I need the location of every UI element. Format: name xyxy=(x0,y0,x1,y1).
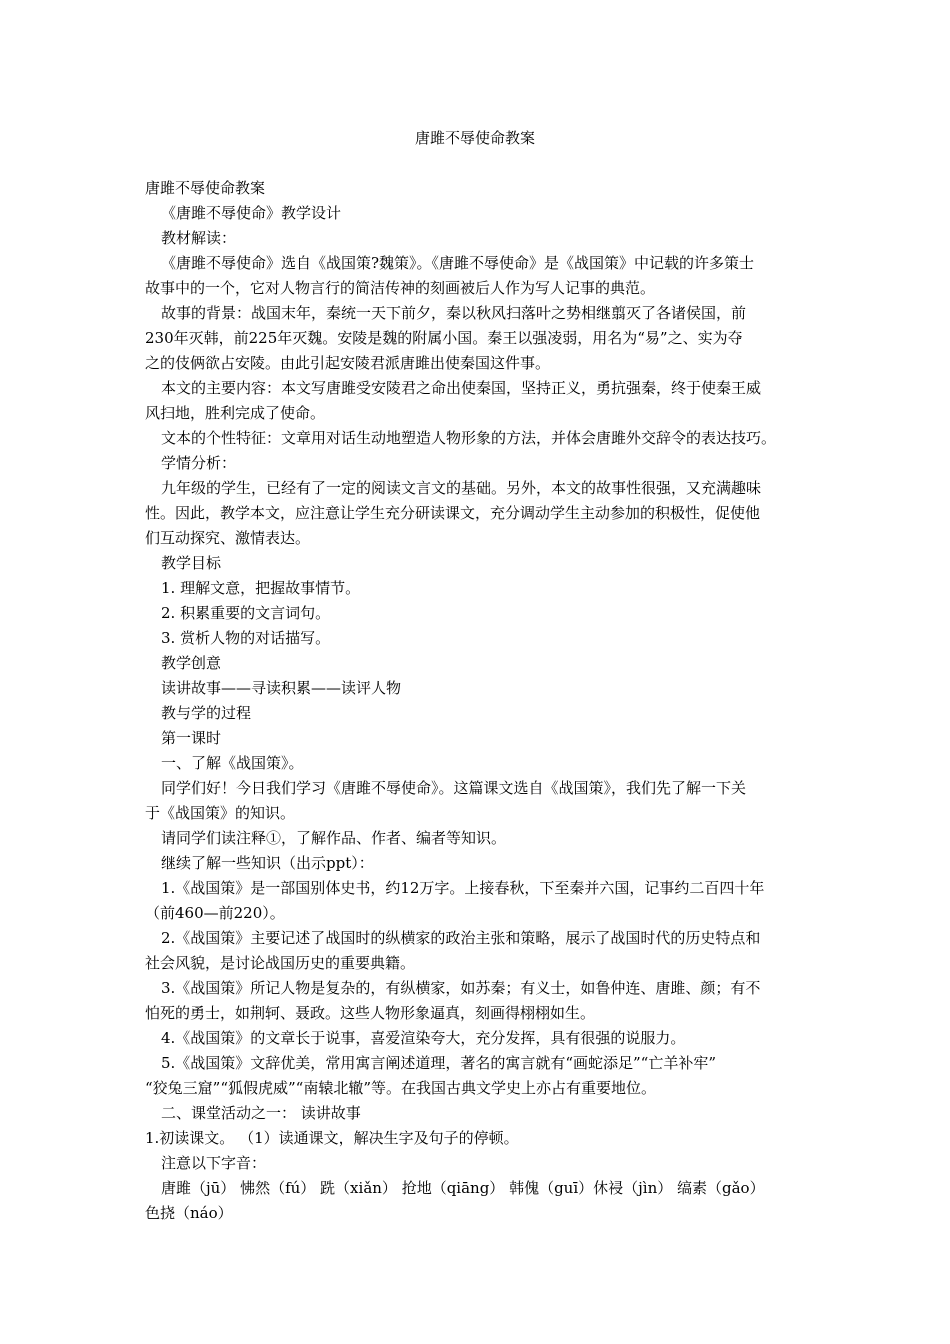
document-body xyxy=(145,176,810,1226)
text-line: 读讲故事——寻读积累——读评人物 xyxy=(161,679,402,697)
text-line: 《唐雎不辱使命》教学设计 xyxy=(161,204,342,222)
text-line: 教学目标 xyxy=(161,554,222,572)
text-line: 们互动探究、激情表达。 xyxy=(145,529,311,547)
text-line: 本文的主要内容：本文写唐雎受安陵君之命出使秦国，坚持正义，勇抗强秦，终于使秦王威 xyxy=(161,379,762,397)
text-line: 5.《战国策》文辞优美，常用寓言阐述道理，著名的寓言就有“画蛇添足”“亡羊补牢” xyxy=(161,1054,716,1072)
text-line: 230年灭韩，前225年灭魏。安陵是魏的附属小国。秦王以强凌弱，用名为“易”之、实为夺 xyxy=(145,329,743,347)
text-line: 4.《战国策》的文章长于说事，喜爱渲染夸大，充分发挥，具有很强的说服力。 xyxy=(161,1029,686,1047)
text-line: 唐雎不辱使命教案 xyxy=(145,179,266,197)
text-line: 故事的背景：战国末年，秦统一天下前夕，秦以秋风扫落叶之势相继翦灭了各诸侯国，前 xyxy=(161,304,747,322)
text-line: 2.《战国策》主要记述了战国时的纵横家的政治主张和策略，展示了战国时代的历史特点和 xyxy=(161,929,761,947)
text-line: 教与学的过程 xyxy=(161,704,252,722)
text-line: 怕死的勇士，如荆轲、聂政。这些人物形象逼真，刻画得栩栩如生。 xyxy=(145,1004,596,1022)
text-line: 第一课时 xyxy=(161,729,222,747)
text-line: 注意以下字音： xyxy=(161,1154,267,1172)
text-line: 一、了解《战国策》。 xyxy=(161,754,304,772)
text-line: 3.《战国策》所记人物是复杂的，有纵横家，如苏秦；有义士，如鲁仲连、唐雎、颜；有不 xyxy=(161,979,761,997)
text-line: 二、课堂活动之一： 读讲故事 xyxy=(161,1104,361,1122)
text-line: 2. 积累重要的文言词句。 xyxy=(161,604,331,622)
text-line: 故事中的一个，它对人物言行的简洁传神的刻画被后人作为写人记事的典范。 xyxy=(145,279,656,297)
text-line: 教学创意 xyxy=(161,654,222,672)
text-line: 色挠（náo） xyxy=(145,1204,233,1222)
page-title: 唐雎不辱使命教案 xyxy=(414,129,535,147)
text-line: 1. 理解文意，把握故事情节。 xyxy=(161,579,361,597)
text-line: 性。因此，教学本文，应注意让学生充分研读课文，充分调动学生主动参加的积极性，促使他 xyxy=(145,504,761,522)
text-line: 教材解读： xyxy=(161,229,237,247)
text-line: 九年级的学生，已经有了一定的阅读文言文的基础。另外，本文的故事性很强，又充满趣味 xyxy=(161,479,762,497)
text-line: 于《战国策》的知识。 xyxy=(145,804,296,822)
text-line: （前460—前220）。 xyxy=(145,904,285,922)
text-line: 1.《战国策》是一部国别体史书，约12万字。上接春秋，下至秦并六国，记事约二百四十年 xyxy=(161,879,765,897)
text-line: 之的伎俩欲占安陵。由此引起安陵君派唐雎出使秦国这件事。 xyxy=(145,354,551,372)
text-line: 学情分析： xyxy=(161,454,237,472)
text-line: “狡兔三窟”“狐假虎威”“南辕北辙”等。在我国古典文学史上亦占有重要地位。 xyxy=(145,1079,657,1097)
text-line: 文本的个性特征：文章用对话生动地塑造人物形象的方法，并体会唐雎外交辞令的表达技巧。 xyxy=(161,429,777,447)
text-line: 3. 赏析人物的对话描写。 xyxy=(161,629,331,647)
text-line: 请同学们读注释①，了解作品、作者、编者等知识。 xyxy=(161,829,507,847)
text-line: 风扫地，胜利完成了使命。 xyxy=(145,404,326,422)
text-line: 社会风貌，是讨论战国历史的重要典籍。 xyxy=(145,954,416,972)
text-line: 《唐雎不辱使命》选自《战国策?魏策》。《唐雎不辱使命》是《战国策》中记载的许多策士 xyxy=(161,254,755,272)
text-line: 唐雎（jū） 怫然（fú） 跣（xiǎn） 抢地（qiāng） 韩傀（guī）休祲（jìn） 缟素（gǎo） xyxy=(161,1179,765,1197)
text-line: 同学们好！今日我们学习《唐雎不辱使命》。这篇课文选自《战国策》，我们先了解一下关 xyxy=(161,779,747,797)
text-line: 继续了解一些知识（出示ppt）： xyxy=(161,854,374,872)
text-line: 1.初读课文。 （1）读通课文，解决生字及句子的停顿。 xyxy=(145,1129,519,1147)
